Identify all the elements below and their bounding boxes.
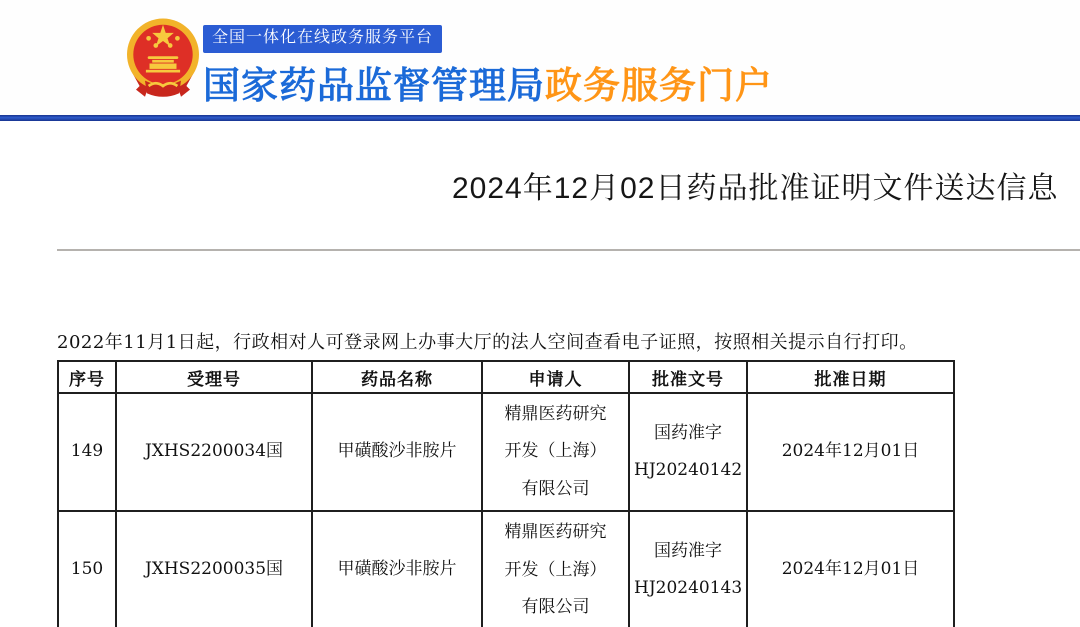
national-emblem-icon[interactable] (118, 13, 208, 105)
col-header-approval-date: 批准日期 (747, 361, 954, 393)
col-header-drug-name: 药品名称 (312, 361, 482, 393)
cell-acceptance-no: JXHS2200035国 (116, 511, 312, 627)
cell-approval-date: 2024年12月01日 (747, 393, 954, 511)
approval-delivery-table (57, 360, 955, 627)
portal-name[interactable]: 政务服务门户 (545, 64, 773, 106)
table-row (58, 511, 954, 627)
title-divider-line (57, 249, 1080, 251)
header-divider-bar (0, 115, 1080, 121)
applicant-line: 有限公司 (521, 478, 590, 499)
cell-drug-name: 甲磺酸沙非胺片 (312, 393, 482, 511)
cell-approval-date: 2024年12月01日 (747, 511, 954, 627)
applicant-line: 开发（上海） (504, 559, 607, 580)
table-header-row (58, 361, 954, 393)
site-header (0, 0, 1080, 115)
col-header-acceptance-no: 受理号 (116, 361, 312, 393)
cell-applicant (482, 393, 629, 511)
applicant-line: 开发（上海） (504, 441, 607, 462)
table-row (58, 393, 954, 511)
cell-applicant (482, 511, 629, 627)
cell-approval-no (629, 393, 747, 511)
header-text-block (203, 25, 773, 109)
cell-drug-name: 甲磺酸沙非胺片 (312, 511, 482, 627)
approval-no-line: 国药准字 (654, 540, 722, 561)
col-header-approval-no: 批准文号 (629, 361, 747, 393)
site-title[interactable] (203, 55, 773, 109)
cell-seq: 150 (58, 511, 116, 627)
page-title: 2024年12月02日药品批准证明文件送达信息 (452, 172, 1059, 205)
cell-acceptance-no: JXHS2200034国 (116, 393, 312, 511)
col-header-applicant: 申请人 (482, 361, 629, 393)
approval-no-line: HJ20240142 (634, 460, 743, 481)
applicant-line: 有限公司 (521, 596, 590, 617)
cell-approval-no (629, 511, 747, 627)
platform-badge: 全国一体化在线政务服务平台 (203, 25, 442, 53)
applicant-line: 精鼎医药研究 (504, 522, 607, 543)
cell-seq: 149 (58, 393, 116, 511)
col-header-seq: 序号 (58, 361, 116, 393)
e-license-notice: 2022年11月1日起，行政相对人可登录网上办事大厅的法人空间查看电子证照，按照相关提示自行打印。 (57, 332, 918, 353)
approval-no-line: 国药准字 (654, 422, 722, 443)
site-name[interactable]: 国家药品监督管理局 (203, 64, 545, 106)
applicant-line: 精鼎医药研究 (504, 404, 607, 424)
approval-no-line: HJ20240143 (634, 578, 743, 599)
